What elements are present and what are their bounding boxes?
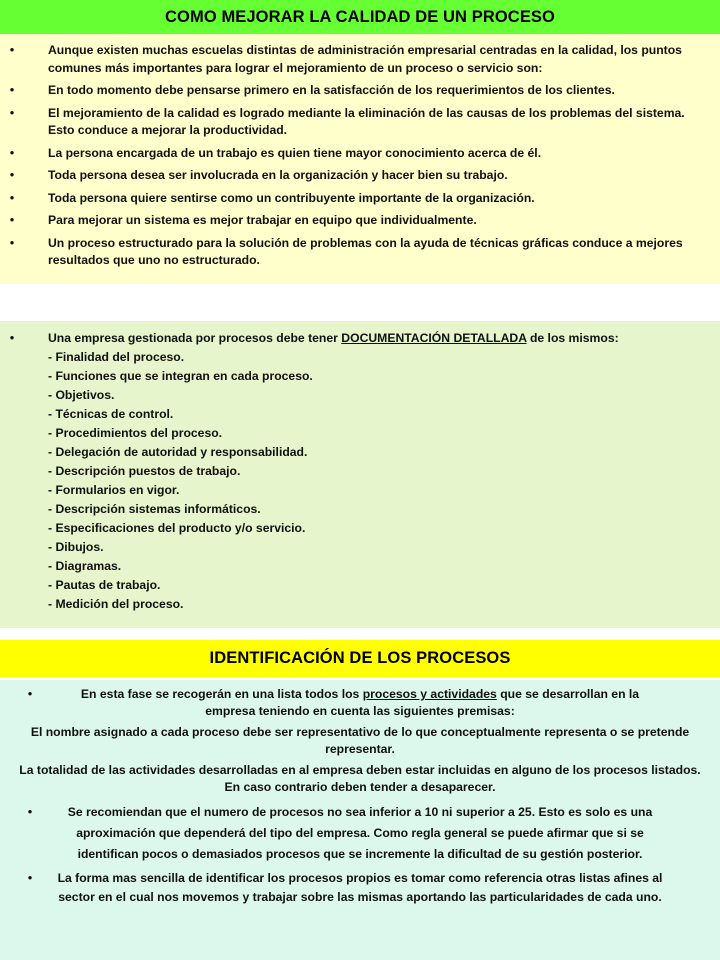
list-item: - Descripción puestos de trabajo. [48,464,241,478]
list-item: - Funciones que se integran en cada proceso. [48,369,313,383]
calidad-bullet-list [0,42,720,270]
list-item: • El mejoramiento de la calidad es logrado mediante la eliminación de las causas de los problemas del sistema. Esto conduce a mejorar la productividad. [9,105,685,137]
bullet-icon: • [9,168,15,182]
list-item: - Formularios en vigor. [48,483,180,497]
documentacion-panel [0,321,720,628]
numero-procesos-bullet: • Se recomiendan que el numero de procesos no sea inferior a 10 ni superior a 25. Esto es solo es una aproximación que dependerá del tipo del empresa. Como regla general se puede afirmar que si se identifican pocos o demasiados procesos que se incremente la dificultad de su gestión posterior. [0,802,720,865]
section-title-mejorar-calidad [0,0,720,34]
section-title-text: IDENTIFICACIÓN DE LOS PROCESOS [209,649,511,667]
list-item: • Un proceso estructurado para la solución de problemas con la ayuda de técnicas gráficas conduce a mejores resultados que uno no estructurado. [9,235,683,267]
list-item: - Descripción sistemas informáticos. [48,502,261,516]
list-item: • Toda persona quiere sentirse como un contribuyente importante de la organización. [0,190,720,208]
list-item: • Para mejorar un sistema es mejor trabajar en equipo que individualmente. [0,212,720,230]
bullet-icon: • [9,105,15,120]
list-item: - Diagramas. [48,559,122,573]
list-item: - Objetivos. [48,388,115,402]
bullet-icon: • [27,687,33,701]
bullet-icon: • [9,43,15,57]
bullet-icon: • [9,190,15,205]
identificacion-panel [0,680,720,960]
list-item: - Especificaciones del producto y/o servicio. [48,521,306,535]
identificacion-intro: • En esta fase se recogerán en una lista todos los procesos y actividades que se desarrollan en la empresa teniendo en cuenta las siguientes premisas: [27,687,640,718]
section-title-text: COMO MEJORAR LA CALIDAD DE UN PROCESO [165,7,555,26]
bullet-icon: • [9,83,15,97]
list-item: - Delegación de autoridad y responsabilidad. [48,445,308,459]
documentacion-bullet [0,329,720,614]
premisa-nombre: El nombre asignado a cada proceso debe ser representativo de lo que conceptualmente representa o se pretende representar. [30,725,690,756]
list-item: - Finalidad del proceso. [48,350,185,364]
bullet-icon: • [9,331,15,345]
documentacion-intro: Una empresa gestionada por procesos debe tener DOCUMENTACIÓN DETALLADA de los mismos: [48,331,619,345]
section-title-identificacion [0,640,720,677]
bullet-icon: • [27,805,33,819]
bullet-icon: • [9,145,15,160]
list-item: • La persona encargada de un trabajo es quien tiene mayor conocimiento acerca de él. [0,145,720,163]
list-item: - Técnicas de control. [48,407,174,421]
procesos-actividades-term: procesos y actividades [362,687,497,701]
list-item: • Aunque existen muchas escuelas distintas de administración empresarial centradas en la calidad, los puntos comunes más importantes para lograr el mejoramiento de un proceso o servicio son: [9,43,682,75]
list-item: - Pautas de trabajo. [48,578,161,592]
list-item: - Medición del proceso. [48,597,184,611]
calidad-points-panel [0,34,720,284]
bullet-icon: • [9,213,15,227]
premisa-totalidad: La totalidad de las actividades desarrolladas en al empresa deben estar incluidas en alguno de los procesos listados. En caso contrario deben tender a desaparecer. [19,763,701,794]
documentacion-detallada-term: DOCUMENTACIÓN DETALLADA [341,331,527,345]
bullet-icon: • [27,871,33,885]
list-item: - Procedimientos del proceso. [48,426,223,440]
list-item: • En todo momento debe pensarse primero en la satisfacción de los requerimientos de los clientes. [0,82,720,100]
list-item: - Dibujos. [48,540,104,554]
forma-sencilla-bullet: • La forma mas sencilla de identificar los procesos propios es tomar como referencia otras listas afines al sector en el cual nos movemos y trabajar sobre las mismas aportando las particularidades de cada uno. [27,871,663,904]
bullet-icon: • [9,235,15,250]
list-item: • Toda persona desea ser involucrada en la organización y hacer bien su trabajo. [0,167,720,185]
